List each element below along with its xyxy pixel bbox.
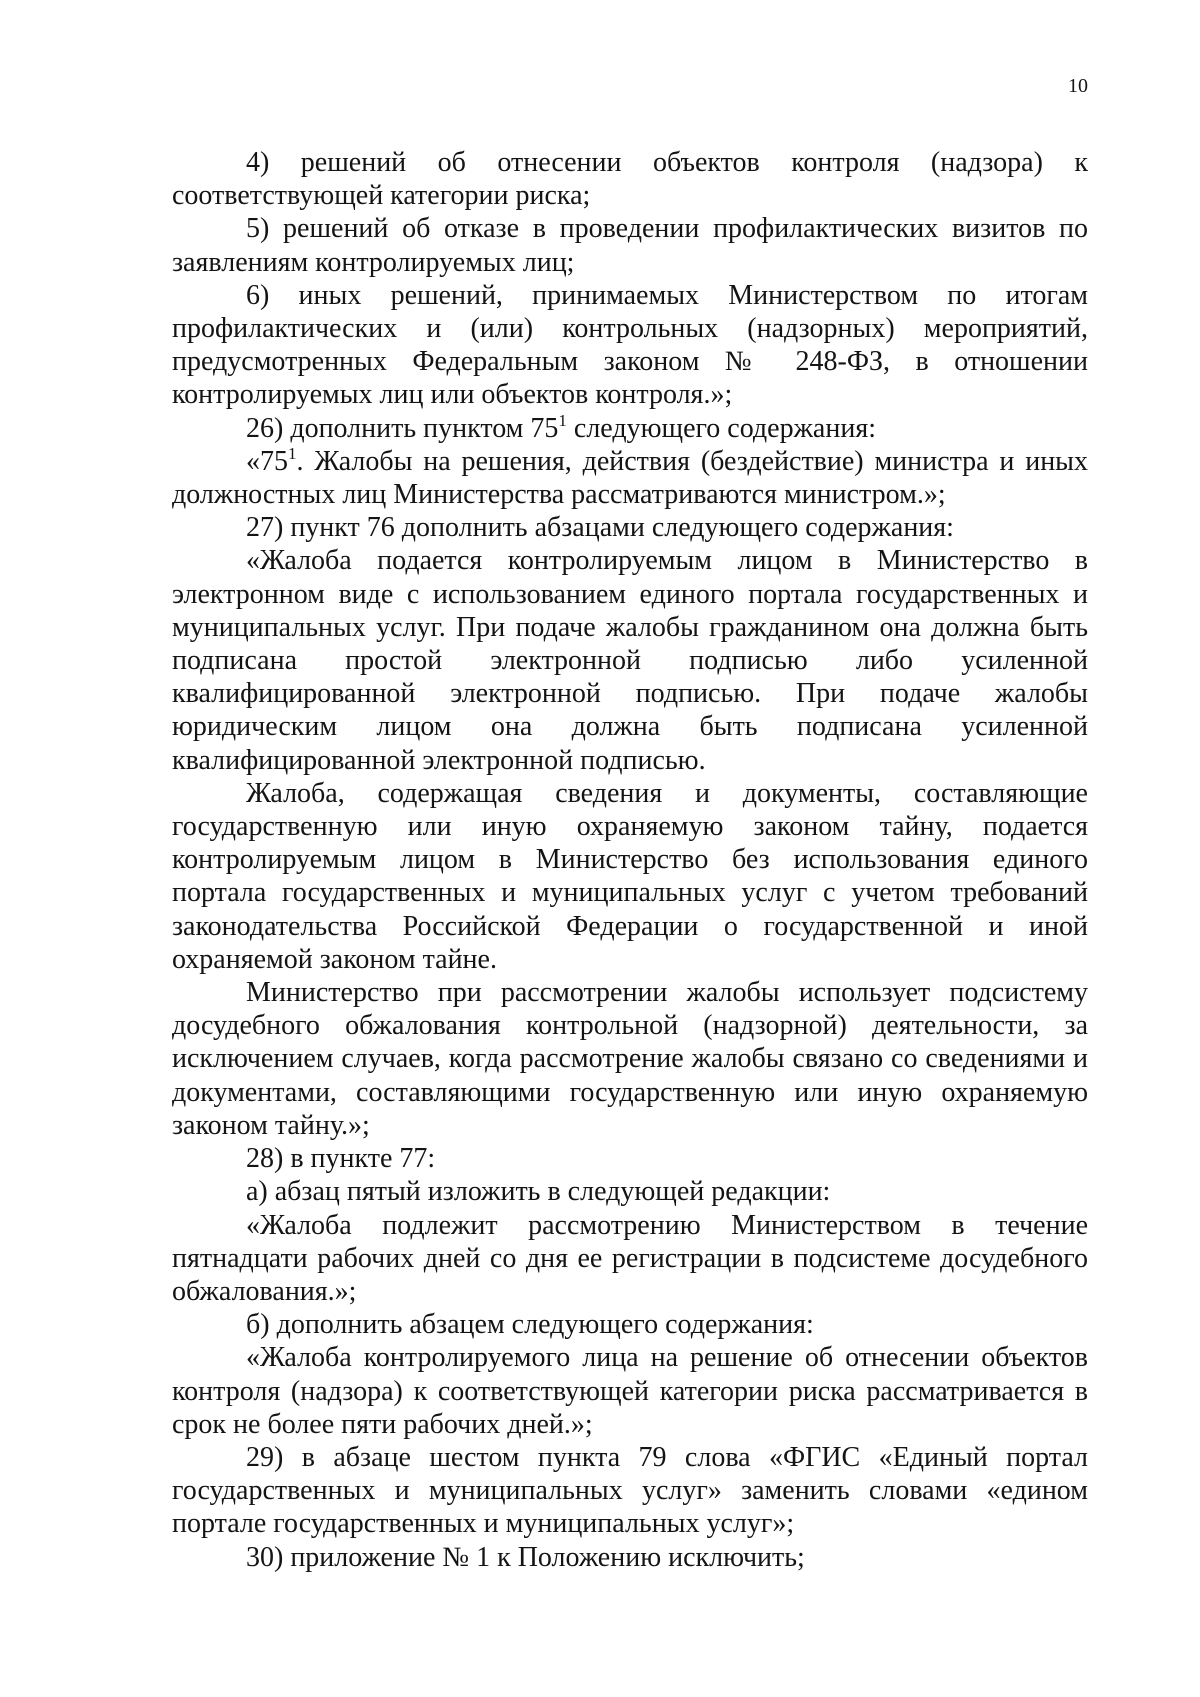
paragraph-item-75-1-tail: . Жалобы на решения, действия (бездействие) министра и иных должностных лиц Министерства рассматриваются министром.»; bbox=[172, 445, 1088, 511]
paragraph-complaint-risk: «Жалоба контролируемого лица на решение об отнесении объектов контроля (надзора) к соответствующей категории риска рассматривается в срок не более пяти рабочих дней.»; bbox=[172, 1342, 1088, 1440]
paragraph-complaint-subsystem: Министерство при рассмотрении жалобы использует подсистему досудебного обжалования контрольной (надзорной) деятельности, за исключением случаев, когда рассмотрение жалобы связано со сведениями и документами, составляющими государственную или иную охраняемую законом тайну.»; bbox=[172, 977, 1088, 1141]
paragraph-item-29: 29) в абзаце шестом пункта 79 слова «ФГИС «Единый портал государственных и муниципальных услуг» заменить словами «едином портале государственных и муниципальных услуг»; bbox=[172, 1441, 1088, 1540]
paragraph-item-4: 4) решений об отнесении объектов контроля (надзора) к соответствующей категории риска; bbox=[172, 147, 1088, 212]
superscript: 1 bbox=[288, 443, 297, 463]
paragraph-item-28-a: а) абзац пятый изложить в следующей редакции: bbox=[246, 1176, 831, 1208]
page-number: 10 bbox=[1068, 75, 1088, 97]
paragraph-item-5: 5) решений об отказе в проведении профилактических визитов по заявлениям контролируемых лиц; bbox=[172, 213, 1088, 278]
paragraph-item-75-1-text: «75 bbox=[246, 445, 288, 477]
paragraph-item-28-b: б) дополнить абзацем следующего содержания: bbox=[246, 1309, 814, 1341]
paragraph-complaint-secret: Жалоба, содержащая сведения и документы, составляющие государственную или иную охраняемую законом тайну, подается контролируемым лицом в Министерство без использования единого портала государственных и муниципальных услуг с учетом требований законодательства Российской Федерации о государственной и иной охраняемой законом тайне. bbox=[172, 777, 1088, 975]
paragraph-complaint-term: «Жалоба подлежит рассмотрению Министерством в течение пятнадцати рабочих дней со дня ее регистрации в подсистеме досудебного обжалования.»; bbox=[172, 1209, 1088, 1307]
paragraph-item-26-tail: следующего содержания: bbox=[566, 412, 876, 444]
paragraph-item-26 bbox=[172, 412, 1088, 445]
paragraph-item-27: 27) пункт 76 дополнить абзацами следующего содержания: bbox=[246, 512, 954, 544]
paragraph-item-75-1 bbox=[172, 445, 1088, 511]
paragraph-complaint-submission: «Жалоба подается контролируемым лицом в Министерство в электронном виде с использованием единого портала государственных и муниципальных услуг. При подаче жалобы гражданином она должна быть подписана простой электронной подписью либо усиленной квалифицированной электронной подписью. При подаче жалобы юридическим лицом она должна быть подписана усиленной квалифицированной электронной подписью. bbox=[172, 545, 1088, 776]
paragraph-item-26-text: 26) дополнить пунктом 75 bbox=[246, 412, 559, 444]
paragraph-item-6: 6) иных решений, принимаемых Министерством по итогам профилактических и (или) контрольных (надзорных) мероприятий, предусмотренных Федеральным законом № 248-ФЗ, в отношении контролируемых лиц или объектов контроля.»; bbox=[172, 279, 1088, 411]
paragraph-item-30: 30) приложение № 1 к Положению исключить; bbox=[246, 1541, 805, 1573]
superscript: 1 bbox=[558, 410, 567, 430]
paragraph-item-28: 28) в пункте 77: bbox=[246, 1143, 436, 1175]
document-body bbox=[172, 146, 1088, 1574]
